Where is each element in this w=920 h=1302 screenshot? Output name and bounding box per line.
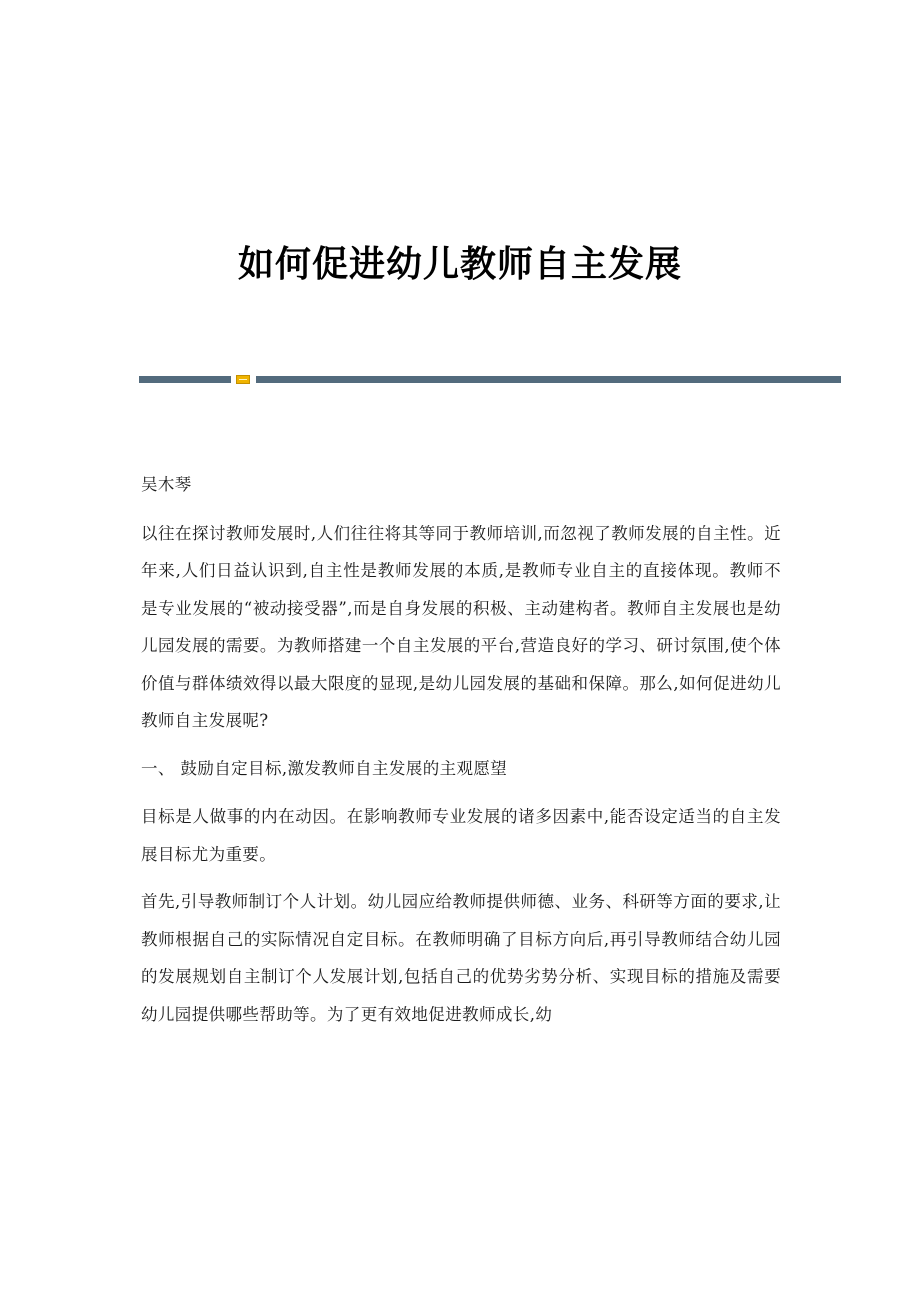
document-title: 如何促进幼儿教师自主发展 bbox=[237, 243, 682, 286]
paragraph-plan: 首先,引导教师制订个人计划。幼儿园应给教师提供师德、业务、科研等方面的要求,让教师根据自己的实际情况自定目标。在教师明确了目标方向后,再引导教师结合幼儿园的发展规划自主制订个人发展计划,包括自己的优势劣势分析、实现目标的措施及需要幼儿园提供哪些帮助等。为了更有效地促进教师成长,幼 bbox=[141, 892, 781, 1024]
section-heading-1: 一、 鼓励自定目标,激发教师自主发展的主观愿望 bbox=[141, 758, 508, 778]
document-body bbox=[141, 466, 781, 1043]
paragraph-intro: 以往在探讨教师发展时,人们往往将其等同于教师培训,而忽视了教师发展的自主性。近年来,人们日益认识到,自主性是教师发展的本质,是教师专业自主的直接体现。教师不是专业发展的“被动接受器”,而是自身发展的积极、主动建构者。教师自主发展也是幼儿园发展的需要。为教师搭建一个自主发展的平台,营造良好的学习、研讨氛围,使个体价值与群体绩效得以最大限度的显现,是幼儿园发展的基础和保障。那么,如何促进幼儿教师自主发展呢? bbox=[141, 523, 781, 730]
title-divider bbox=[139, 375, 841, 384]
divider-bar-left bbox=[139, 376, 231, 383]
divider-bar-right bbox=[256, 376, 841, 383]
divider-badge-icon bbox=[236, 375, 250, 384]
author-name: 吴木琴 bbox=[141, 475, 192, 494]
paragraph-goal: 目标是人做事的内在动因。在影响教师专业发展的诸多因素中,能否设定适当的自主发展目标尤为重要。 bbox=[141, 807, 781, 864]
